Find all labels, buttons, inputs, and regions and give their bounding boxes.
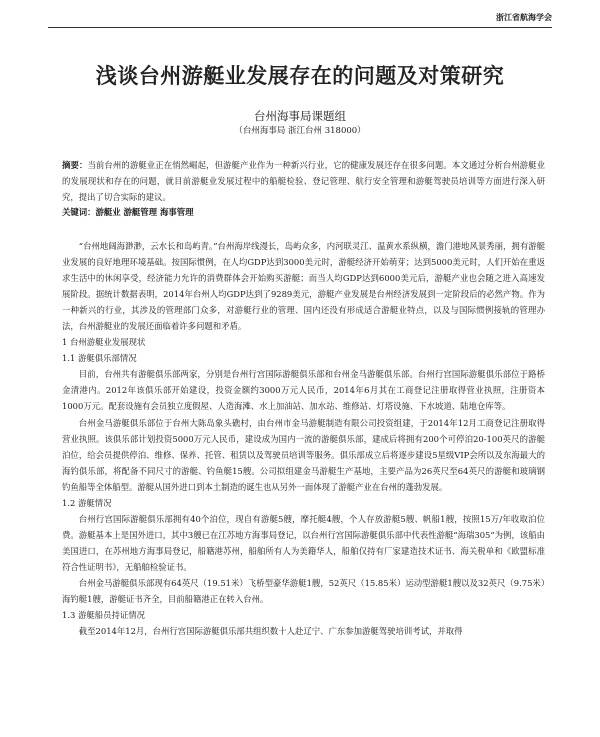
abstract-label: 摘要： xyxy=(62,160,88,170)
author: 台州海事局课题组 xyxy=(254,109,346,123)
paragraph: 台州行宫国际游艇俱乐部拥有40个泊位，现自有游艇5艘，摩托艇4艘，个人存放游艇5艘、帆船1艘，按照15万/年收取泊位费。游艇基本上是国外进口，其中3艘已在江苏地方海事局登记，以台州行宫国际游艇俱乐部中代表性游艇“海瑞305”为例，该船由美国进口，在苏州地方海事局登记，船籍港苏州，船舶所有人为美籍华人，船舶仅持有厂家建造技术证书、海关税单和《欧盟标准符合性证明书》，无船舶检验证书。 xyxy=(62,513,545,572)
keywords xyxy=(62,206,193,218)
abstract-text: 当前台州的游艇业正在悄然崛起，但游艇产业作为一种新兴行业，它的健康发展还存在很多问题。本文通过分析台州游艇业的发展现状和存在的问题，就目前游艇业发展过程中的船艇检验、登记管理、航行安全管理和游艇驾驶员培训等方面进行深入研究，提出了切合实际的建议。 xyxy=(62,160,546,203)
paragraph: 台州金马游艇俱乐部现有64英尺（19.51米）飞桥型豪华游艇1艘，52英尺（15.85米）运动型游艇1艘以及32英尺（9.75米）海钓艇1艘，游艇证书齐全，目前船籍港正在转入台州。 xyxy=(62,577,545,605)
keywords-label: 关键词： xyxy=(62,207,96,217)
journal-name: 浙江省航海学会 xyxy=(496,13,552,22)
affiliation: （台州海事局 浙江台州 318000） xyxy=(234,126,366,136)
section-heading: 1.2 游艇情况 xyxy=(62,497,112,508)
section-heading: 1.3 游艇船员持证情况 xyxy=(62,610,145,621)
section-heading: 1.1 游艇俱乐部情况 xyxy=(62,353,137,364)
header-rule xyxy=(48,27,552,28)
paragraph: 台州金马游艇俱乐部位于台州大陈岛象头礁村，由台州市金马游艇制造有限公司投资组建，于2014年12月工商登记注册取得营业执照。该俱乐部计划投资5000万元人民币，建设成为国内一流的游艇俱乐部，建成后将拥有200个可停泊20-100英尺的游艇泊位，给会员提供停泊、维修、保养、托管、租赁以及驾驶员培训等服务。俱乐部成立后将逐步建设5星级VIP会所以及东海最大的海钓俱乐部，将配备不同尺寸的游艇、钓鱼艇15艘。公司拟组建金马游艇生产基地，主要产品为26英尺至64英尺的游艇和玻璃钢钓鱼船等全体船型。游艇从国外进口到本土制造的诞生也从另外一面体现了游艇产业在台州的蓬勃发展。 xyxy=(62,417,545,492)
body-text xyxy=(62,238,545,639)
section-heading: 1 台州游艇业发展现状 xyxy=(62,337,146,348)
paragraph: “台州地阔海渺渺，云水长和岛屿青。”台州海岸线漫长，岛屿众多，内河联灵江、温黄水系纵横，澹门港地风景秀丽，拥有游艇业发展的良好地理环境基础。按国际惯例，在人均GDP达到3000美元时，游艇经济开始萌芽；达到5000美元时，人们开始在重返求生活中的休闲享受，经济能力允许的消费群体会开始购买游艇；而当人均GDP达到6000美元后，游艇产业也会随之进入高速发展阶段。据统计数据表明，2014年台州人均GDP达到了9289美元，游艇产业发展是台州经济发展到一定阶段后的必然产物。作为一种新兴的行业，其涉及的管理部门众多，对游艇行业的管理、国内还没有形成适合游艇业特点，以及与国际惯例接轨的管理办法，台州游艇业的发展还面临着许多问题和矛盾。 xyxy=(62,241,545,332)
abstract xyxy=(62,157,545,206)
keywords-text: 游艇业 游艇管理 海事管理 xyxy=(95,207,194,217)
paragraph: 目前，台州共有游艇俱乐部两家，分别是台州行宫国际游艇俱乐部和台州金马游艇俱乐部。台州行宫国际游艇俱乐部位于路桥金清港内。2012年该俱乐部开始建设，投资金额约3000万元人民币，2014年6月其在工商登记注册取得营业执照，注册资本1000万元。配套设施有会员独立度假屋、人造海滩、水上加油站、加水站、维修站、灯塔设施、下水坡道、陆地仓库等。 xyxy=(62,369,545,412)
paper-title: 浅谈台州游艇业发展存在的问题及对策研究 xyxy=(95,64,505,88)
paragraph: 截至2014年12月，台州行宫国际游艇俱乐部共组织数十人赴辽宁、广东参加游艇驾驶培训考试，并取得 xyxy=(78,626,463,637)
